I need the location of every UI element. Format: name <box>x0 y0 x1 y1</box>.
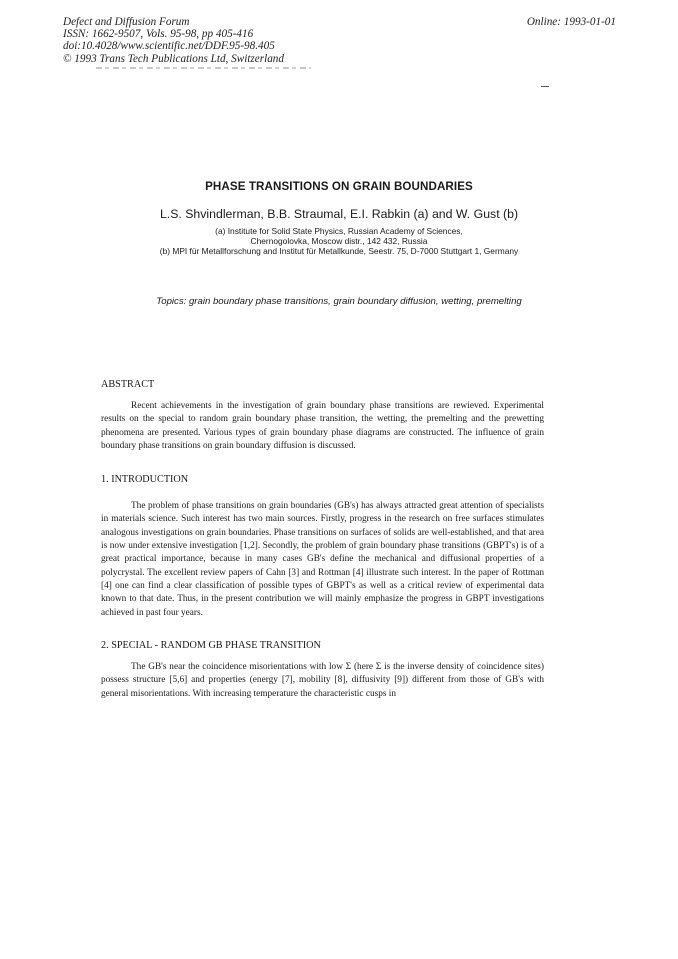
paper-authors: L.S. Shvindlerman, B.B. Straumal, E.I. Rabkin (a) and W. Gust (b) <box>159 207 519 221</box>
section2-heading: 2. SPECIAL - RANDOM GB PHASE TRANSITION <box>101 640 321 651</box>
copyright-line: © 1993 Trans Tech Publications Ltd, Switzerland <box>63 52 284 65</box>
affiliation-b: (b) MPI für Metallforschung and Institut für Metallkunde, Seestr. 75, D-7000 Stuttgart 1, Germany <box>159 246 519 256</box>
paper-title: PHASE TRANSITIONS ON GRAIN BOUNDARIES <box>205 180 473 193</box>
abstract-text: Recent achievements in the investigation of grain boundary phase transitions are rewieved. Experimental results on the special to random grain boundary phase transition, the wetting, the premelting and the prewetting phenomena are presented. Various types of grain boundary phase diagrams are constructed. The influence of grain boundary phase transitions on grain boundary diffusion is discussed. <box>101 401 544 452</box>
paper-topics: Topics: grain boundary phase transitions, grain boundary diffusion, wetting, premelting <box>156 296 522 307</box>
introduction-heading: 1. INTRODUCTION <box>101 474 189 485</box>
issn-line: ISSN: 1662-9507, Vols. 95-98, pp 405-416 <box>63 28 254 41</box>
journal-name: Defect and Diffusion Forum <box>63 16 190 28</box>
online-date: Online: 1993-01-01 <box>526 16 616 28</box>
affiliation-a-line1: (a) Institute for Solid State Physics, Russian Academy of Sciences, <box>215 226 463 236</box>
introduction-text: The problem of phase transitions on grain boundaries (GB's) has always attracted great attention of specialists in materials science. Such interest has two main sources. Firstly, progress in the research on free surfaces stimulates analogous investigations on grain boundaries. Phase transitions on surfaces of solids are well-established, and that area is now under extensive investigation [1,2]. Secondly, the problem of grain boundary phase transitions (GBPT's) is of a great practical importance, because in many cases GB's define the mechanical and diffusional properties of a polycrystal. The excellent review papers of Cahn [3] and Rottman [4] illustrate such interest. In the paper of Rottman [4] one can find a clear classification of possible types of GBPT's as well as a critical review of experimental data known to that date. Thus, in the present contribution we will mainly emphasize the progress in GBPT investigations achieved in past four years. <box>101 501 544 618</box>
corner-mark <box>541 86 549 87</box>
affiliation-a-line2: Chernogolovka, Moscow distr., 142 432, Russia <box>250 236 428 246</box>
doi-line: doi:10.4028/www.scientific.net/DDF.95-98.405 <box>63 40 275 53</box>
section2-text: The GB's near the coincidence misorientations with low Σ (here Σ is the inverse density of coincidence sites) possess structure [5,6] and properties (energy [7], mobility [8], diffusivity [9]) different from those of GB's with general misorientations. With increasing temperature the characteristic cusps in <box>101 662 544 699</box>
journal-header <box>63 16 284 65</box>
scan-artifact <box>96 67 311 69</box>
abstract-heading: ABSTRACT <box>101 379 155 390</box>
